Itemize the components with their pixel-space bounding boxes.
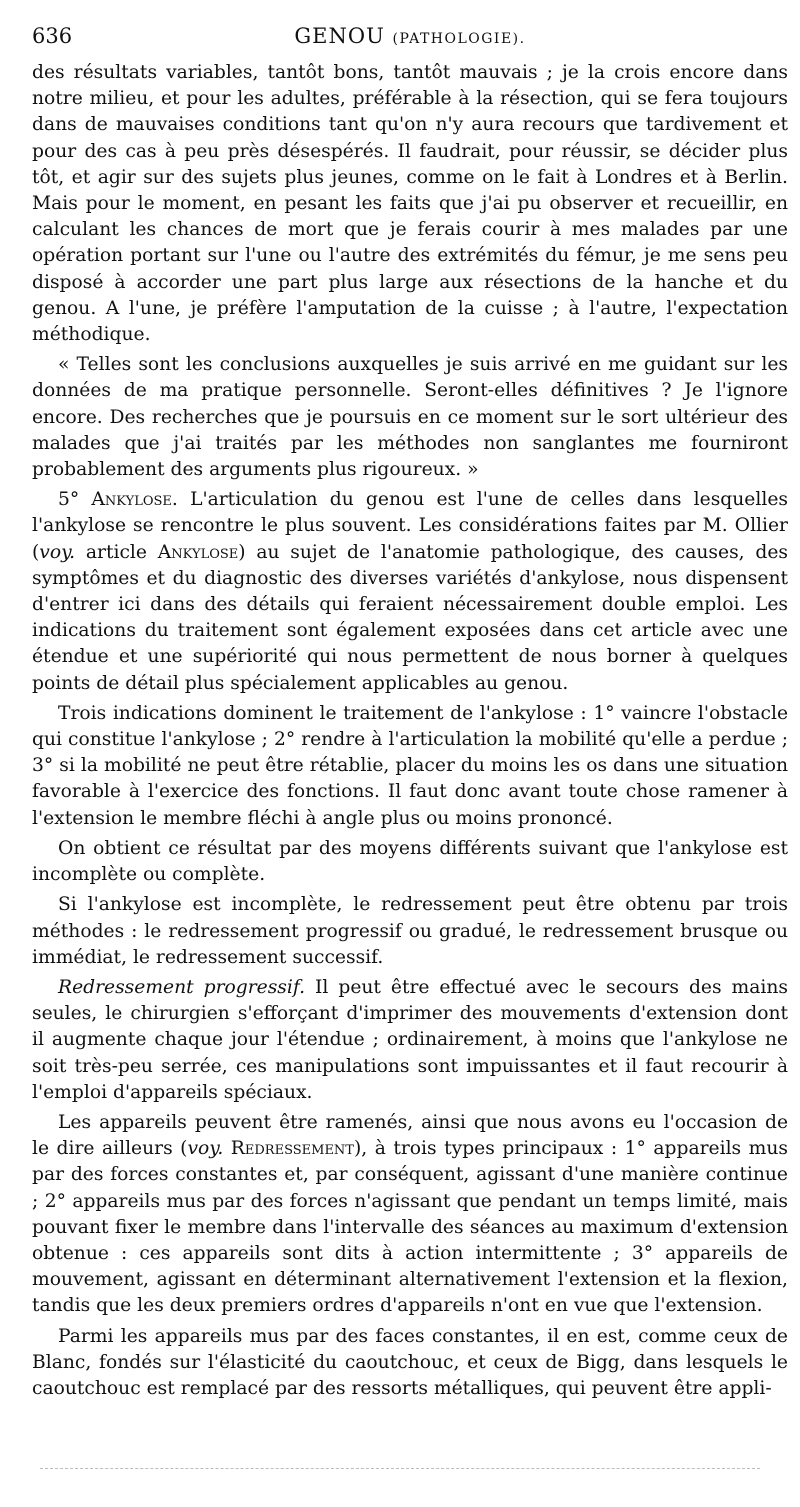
cross-reference-voy: voy. bbox=[39, 541, 76, 563]
cross-reference-article: Redressement bbox=[223, 1138, 354, 1160]
paragraph-redressement-progressif bbox=[32, 975, 788, 1106]
page-bottom-rule bbox=[40, 1468, 760, 1473]
section-heading: Ankylose. bbox=[91, 489, 178, 511]
running-title-main: GENOU bbox=[294, 24, 385, 48]
paragraph-methodes: Si l'ankylose est incomplète, le redressement peut être obtenu par trois méthodes : le redressement progressif ou gradué, le redressement brusque ou immédiat, le redressement successif. bbox=[32, 894, 788, 968]
page-header bbox=[32, 16, 788, 60]
paragraph-continued: des résultats variables, tantôt bons, tantôt mauvais ; je la crois encore dans notre milieu, et pour les adultes, préférable à la résection, qui se fera toujours dans de mauvaises conditions tant qu'on n'y aura recours que tardivement et pour des cas à peu près désespérés. Il faudrait, pour réussir, se décider plus tôt, et agir sur des sujets plus jeunes, comme on le fait à Londres et à Berlin. Mais pour le moment, en pesant les faits que j'ai pu observer et recueillir, en calculant les chances de mort que je ferais courir à mes malades par une opération portant sur l'une ou l'autre des extrémités du fémur, je me sens peu disposé à accorder une part plus large aux résections de la hanche et du genou. A l'une, je préfère l'amputation de la cuisse ; à l'autre, l'expectation méthodique. bbox=[32, 62, 788, 346]
paragraph-text: ), à trois types principaux : 1° appareils mus par des forces constantes et, par conséquent, agissant d'une manière continue ; 2° appareils mus par des forces n'agissant que pendant un temps limité, mais pouvant fixer le membre dans l'intervalle des séances au maximum d'extension obtenue : ces appareils sont dits à action intermittente ; 3° appareils de mouvement, agissant en déterminant alternativement l'extension et la flexion, tandis que les deux premiers ordres d'appareils n'ont en vue que l'extension. bbox=[32, 1138, 788, 1317]
cross-reference-voy: voy. bbox=[187, 1138, 224, 1160]
paragraph-text: Il peut être effectué avec le secours des mains seules, le chirurgien s'efforçant d'imprimer des mouvements d'extension dont il augmente chaque jour l'étendue ; ordinairement, à moins que l'ankylose ne soit très-peu serrée, ces manipulations sont impuissantes et il faut recourir à l'emploi d'appareils spéciaux. bbox=[32, 976, 788, 1103]
paragraph-forces-constantes: Parmi les appareils mus par des faces constantes, il en est, comme ceux de Blanc, fondés sur l'élasticité du caoutchouc, et ceux de Bigg, dans lesquels le caoutchouc est remplacé par des ressorts métalliques, qui peuvent être appli- bbox=[32, 1325, 788, 1399]
paragraph-text: article bbox=[75, 541, 158, 563]
cross-reference-article: Ankylose bbox=[157, 541, 239, 563]
running-title-sub: (PATHOLOGIE). bbox=[392, 31, 526, 47]
body-text bbox=[32, 60, 788, 1402]
paragraph-appareils bbox=[32, 1110, 788, 1320]
paragraph-text: L'articulation du genou est l'une de celles dans lesquelles l'ankylose se rencontre le plus souvent. Les considérations faites par M. Ollier ( bbox=[32, 489, 788, 563]
paragraph-resultat: On obtient ce résultat par des moyens différents suivant que l'ankylose est incomplète ou complète. bbox=[32, 837, 788, 886]
running-title bbox=[32, 24, 788, 48]
page-number: 636 bbox=[32, 24, 73, 48]
subsection-heading: Redressement progressif. bbox=[58, 976, 306, 998]
paragraph-indications: Trois indications dominent le traitement de l'ankylose : 1° vaincre l'obstacle qui constitue l'ankylose ; 2° rendre à l'articulation la mobilité qu'elle a perdue ; 3° si la mobilité ne peut être rétablie, placer du moins les os dans une situation favorable à l'exercice des fonctions. Il faut donc avant toute chose ramener à l'extension le membre fléchi à angle plus ou moins prononcé. bbox=[32, 702, 788, 829]
paragraph-quote: « Telles sont les conclusions auxquelles je suis arrivé en me guidant sur les données de ma pratique personnelle. Seront-elles définitives ? Je l'ignore encore. Des recherches que je poursuis en ce moment sur le sort ultérieur des malades que j'ai traités par les méthodes non sanglantes me fourniront probablement des arguments plus rigoureux. » bbox=[32, 354, 788, 481]
section-number: 5° bbox=[58, 489, 80, 511]
paragraph-ankylose bbox=[32, 487, 788, 697]
paragraph-text: ) au sujet de l'anatomie pathologique, des causes, des symptômes et du diagnostic des diverses variétés d'ankylose, nous dispensent d'entrer ici dans des détails qui feraient nécessairement double emploi. Les indications du traitement sont également exposées dans cet article avec une étendue et une supériorité qui nous permettent de nous borner à quelques points de détail plus spécialement applicables au genou. bbox=[32, 541, 788, 694]
paragraph-text: Les appareils peuvent être ramenés, ainsi que nous avons eu l'occasion de le dire ailleurs ( bbox=[32, 1111, 788, 1160]
